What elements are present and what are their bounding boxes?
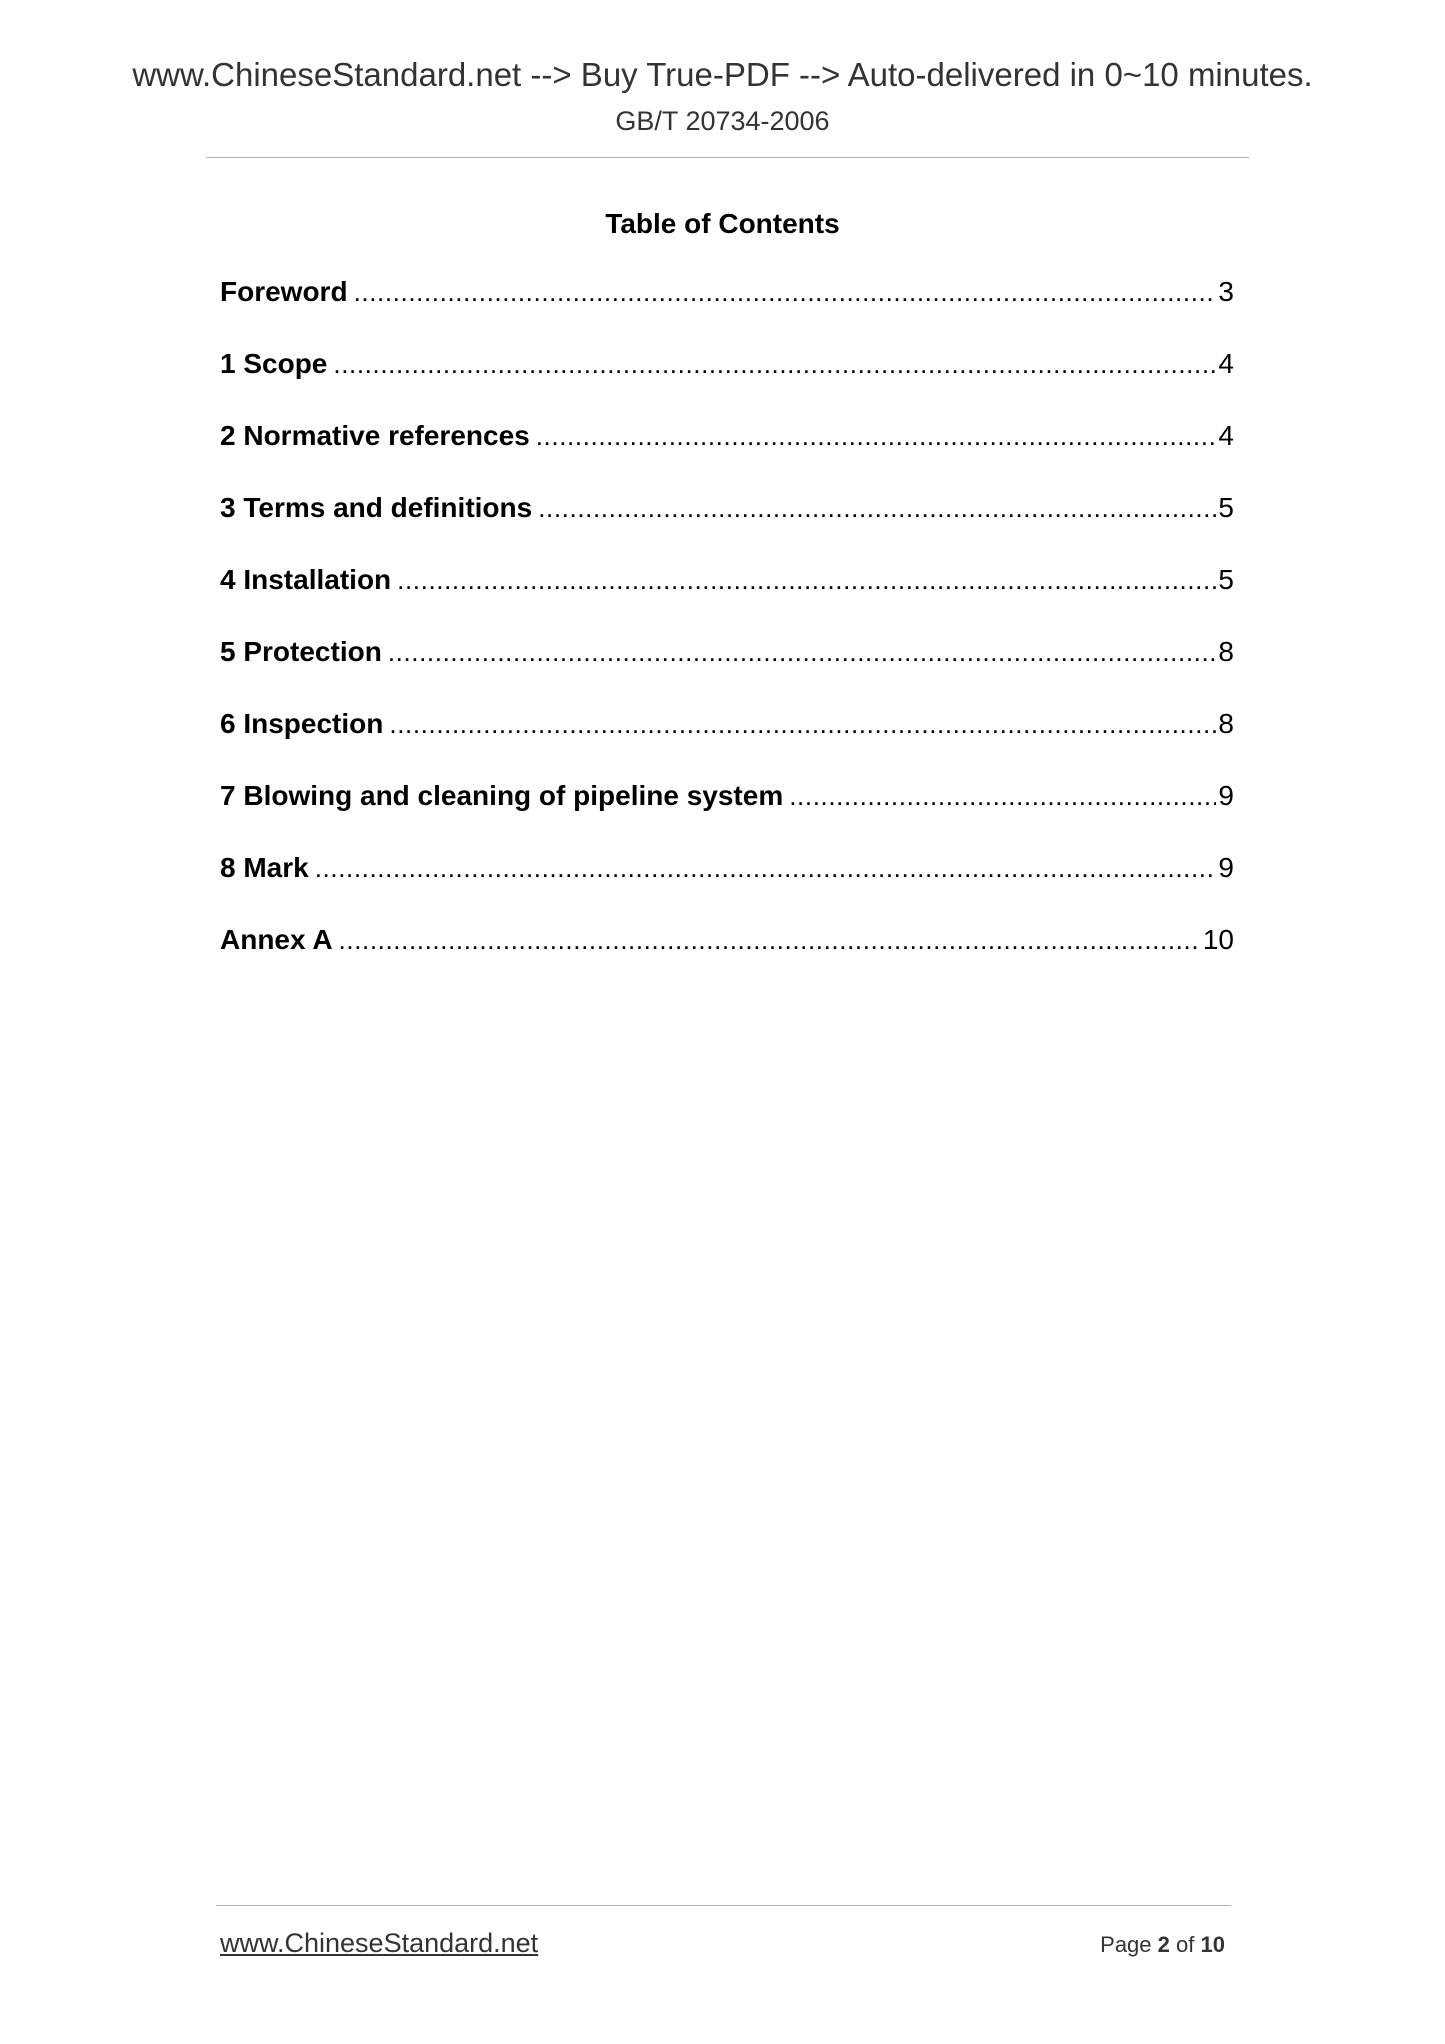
toc-entry-label: 6 Inspection <box>220 708 384 739</box>
toc-entry-page: 4 <box>1218 348 1234 379</box>
toc-dot-leader <box>315 853 1217 884</box>
toc-entry-protection[interactable] <box>220 636 1234 708</box>
toc-dot-leader <box>397 565 1216 596</box>
toc-entry-annex-a[interactable] <box>220 924 1234 996</box>
toc-entry-normative-references[interactable] <box>220 420 1234 492</box>
toc-dot-leader <box>536 421 1217 452</box>
toc-dot-leader <box>538 493 1216 524</box>
toc-dot-leader <box>388 637 1217 668</box>
toc-entry-page: 10 <box>1202 924 1234 955</box>
toc-entry-foreword[interactable] <box>220 276 1234 348</box>
toc-dot-leader <box>333 349 1216 380</box>
toc-entry-label: 1 Scope <box>220 348 328 379</box>
toc-entry-mark[interactable] <box>220 852 1234 924</box>
toc-dot-leader <box>389 709 1216 740</box>
toc-entry-page: 4 <box>1218 420 1234 451</box>
page-total: 10 <box>1200 1932 1225 1957</box>
toc-entry-page: 9 <box>1218 780 1234 811</box>
toc-entry-label: 3 Terms and definitions <box>220 492 533 523</box>
toc-entry-page: 9 <box>1218 852 1234 883</box>
toc-entry-page: 5 <box>1218 564 1234 595</box>
toc-entry-page: 8 <box>1218 708 1234 739</box>
toc-entry-label: 7 Blowing and cleaning of pipeline system <box>220 780 784 811</box>
toc-entry-label: 4 Installation <box>220 564 392 595</box>
header-divider <box>206 157 1249 158</box>
standard-code: GB/T 20734-2006 <box>615 106 830 136</box>
toc-entry-label: Annex A <box>220 924 333 955</box>
header-banner: www.ChineseStandard.net --> Buy True-PDF --> Auto-delivered in 0~10 minutes. <box>132 56 1313 93</box>
footer-site-link[interactable]: www.ChineseStandard.net <box>220 1928 539 1958</box>
page-prefix: Page <box>1100 1932 1152 1957</box>
page-number <box>1100 1932 1225 1958</box>
page-of: of <box>1176 1932 1195 1957</box>
toc-entry-blowing-and-cleaning[interactable] <box>220 780 1234 852</box>
toc-entry-page: 5 <box>1218 492 1234 523</box>
toc-entry-page: 3 <box>1218 276 1234 307</box>
toc-entry-terms-and-definitions[interactable] <box>220 492 1234 564</box>
toc-dot-leader <box>339 925 1201 956</box>
toc-entry-label: 2 Normative references <box>220 420 530 451</box>
table-of-contents <box>220 276 1234 996</box>
toc-title: Table of Contents <box>605 208 840 239</box>
toc-dot-leader <box>789 781 1216 812</box>
toc-dot-leader <box>354 277 1217 308</box>
toc-entry-inspection[interactable] <box>220 708 1234 780</box>
toc-entry-page: 8 <box>1218 636 1234 667</box>
toc-entry-label: 8 Mark <box>220 852 309 883</box>
toc-entry-scope[interactable] <box>220 348 1234 420</box>
toc-entry-installation[interactable] <box>220 564 1234 636</box>
toc-entry-label: 5 Protection <box>220 636 382 667</box>
page-current: 2 <box>1157 1932 1170 1957</box>
footer-divider <box>216 1905 1231 1906</box>
toc-entry-label: Foreword <box>220 276 348 307</box>
